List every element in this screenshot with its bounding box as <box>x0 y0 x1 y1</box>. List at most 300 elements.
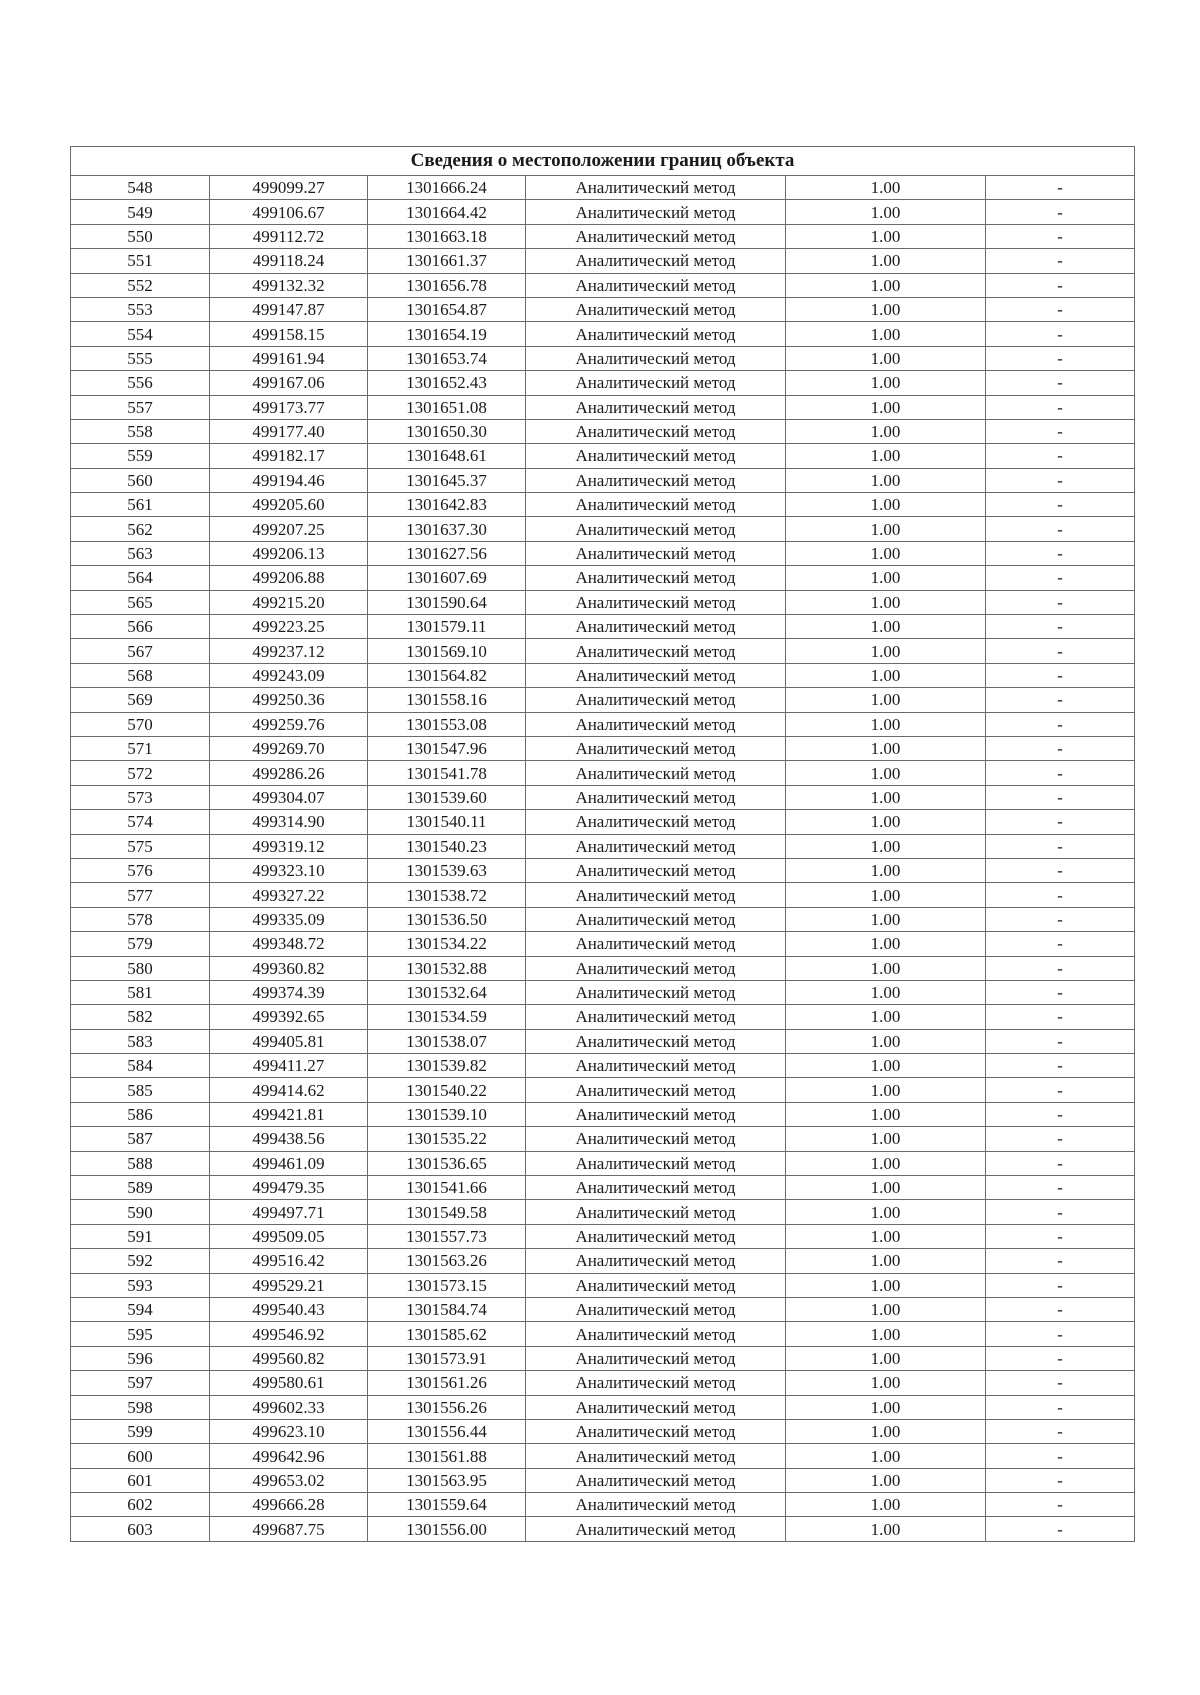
y-coordinate-cell: 1301535.22 <box>368 1127 526 1151</box>
x-coordinate-cell: 499653.02 <box>210 1468 368 1492</box>
table-header <box>71 147 1135 176</box>
point-number-cell: 599 <box>71 1419 210 1443</box>
method-cell: Аналитический метод <box>526 297 786 321</box>
method-cell: Аналитический метод <box>526 322 786 346</box>
point-number-cell: 590 <box>71 1200 210 1224</box>
y-coordinate-cell: 1301563.95 <box>368 1468 526 1492</box>
point-number-cell: 587 <box>71 1127 210 1151</box>
method-cell: Аналитический метод <box>526 273 786 297</box>
y-coordinate-cell: 1301538.07 <box>368 1029 526 1053</box>
point-number-cell: 576 <box>71 858 210 882</box>
point-number-cell: 581 <box>71 980 210 1004</box>
accuracy-cell: 1.00 <box>786 639 986 663</box>
accuracy-cell: 1.00 <box>786 1273 986 1297</box>
y-coordinate-cell: 1301590.64 <box>368 590 526 614</box>
method-cell: Аналитический метод <box>526 1078 786 1102</box>
description-cell: - <box>986 590 1135 614</box>
accuracy-cell: 1.00 <box>786 1102 986 1126</box>
point-number-cell: 596 <box>71 1346 210 1370</box>
x-coordinate-cell: 499259.76 <box>210 712 368 736</box>
y-coordinate-cell: 1301652.43 <box>368 371 526 395</box>
accuracy-cell: 1.00 <box>786 980 986 1004</box>
accuracy-cell: 1.00 <box>786 322 986 346</box>
table-row <box>71 468 1135 492</box>
method-cell: Аналитический метод <box>526 615 786 639</box>
accuracy-cell: 1.00 <box>786 346 986 370</box>
accuracy-cell: 1.00 <box>786 932 986 956</box>
description-cell: - <box>986 200 1135 224</box>
x-coordinate-cell: 499206.88 <box>210 566 368 590</box>
table-row <box>71 1200 1135 1224</box>
point-number-cell: 594 <box>71 1297 210 1321</box>
method-cell: Аналитический метод <box>526 493 786 517</box>
x-coordinate-cell: 499206.13 <box>210 541 368 565</box>
description-cell: - <box>986 1249 1135 1273</box>
table-row <box>71 1005 1135 1029</box>
x-coordinate-cell: 499118.24 <box>210 249 368 273</box>
point-number-cell: 597 <box>71 1371 210 1395</box>
y-coordinate-cell: 1301556.00 <box>368 1517 526 1541</box>
description-cell: - <box>986 1151 1135 1175</box>
table-row <box>71 956 1135 980</box>
table-row <box>71 224 1135 248</box>
point-number-cell: 600 <box>71 1444 210 1468</box>
x-coordinate-cell: 499623.10 <box>210 1419 368 1443</box>
point-number-cell: 555 <box>71 346 210 370</box>
accuracy-cell: 1.00 <box>786 1029 986 1053</box>
table-row <box>71 517 1135 541</box>
method-cell: Аналитический метод <box>526 1151 786 1175</box>
description-cell: - <box>986 1444 1135 1468</box>
x-coordinate-cell: 499215.20 <box>210 590 368 614</box>
point-number-cell: 583 <box>71 1029 210 1053</box>
y-coordinate-cell: 1301547.96 <box>368 736 526 760</box>
accuracy-cell: 1.00 <box>786 1517 986 1541</box>
point-number-cell: 602 <box>71 1493 210 1517</box>
table-row <box>71 1102 1135 1126</box>
method-cell: Аналитический метод <box>526 1468 786 1492</box>
accuracy-cell: 1.00 <box>786 858 986 882</box>
y-coordinate-cell: 1301637.30 <box>368 517 526 541</box>
table-row <box>71 1419 1135 1443</box>
y-coordinate-cell: 1301553.08 <box>368 712 526 736</box>
y-coordinate-cell: 1301536.50 <box>368 907 526 931</box>
description-cell: - <box>986 249 1135 273</box>
accuracy-cell: 1.00 <box>786 907 986 931</box>
x-coordinate-cell: 499392.65 <box>210 1005 368 1029</box>
x-coordinate-cell: 499405.81 <box>210 1029 368 1053</box>
description-cell: - <box>986 468 1135 492</box>
table-row <box>71 541 1135 565</box>
x-coordinate-cell: 499177.40 <box>210 419 368 443</box>
method-cell: Аналитический метод <box>526 1493 786 1517</box>
table-row <box>71 297 1135 321</box>
table-row <box>71 1346 1135 1370</box>
table-row <box>71 980 1135 1004</box>
point-number-cell: 549 <box>71 200 210 224</box>
accuracy-cell: 1.00 <box>786 615 986 639</box>
point-number-cell: 577 <box>71 883 210 907</box>
x-coordinate-cell: 499205.60 <box>210 493 368 517</box>
x-coordinate-cell: 499687.75 <box>210 1517 368 1541</box>
description-cell: - <box>986 1127 1135 1151</box>
x-coordinate-cell: 499348.72 <box>210 932 368 956</box>
description-cell: - <box>986 736 1135 760</box>
y-coordinate-cell: 1301666.24 <box>368 176 526 200</box>
method-cell: Аналитический метод <box>526 224 786 248</box>
method-cell: Аналитический метод <box>526 371 786 395</box>
description-cell: - <box>986 785 1135 809</box>
method-cell: Аналитический метод <box>526 346 786 370</box>
y-coordinate-cell: 1301559.64 <box>368 1493 526 1517</box>
method-cell: Аналитический метод <box>526 395 786 419</box>
y-coordinate-cell: 1301549.58 <box>368 1200 526 1224</box>
description-cell: - <box>986 1078 1135 1102</box>
point-number-cell: 550 <box>71 224 210 248</box>
y-coordinate-cell: 1301573.15 <box>368 1273 526 1297</box>
x-coordinate-cell: 499106.67 <box>210 200 368 224</box>
x-coordinate-cell: 499323.10 <box>210 858 368 882</box>
accuracy-cell: 1.00 <box>786 1395 986 1419</box>
method-cell: Аналитический метод <box>526 444 786 468</box>
description-cell: - <box>986 1371 1135 1395</box>
description-cell: - <box>986 858 1135 882</box>
x-coordinate-cell: 499223.25 <box>210 615 368 639</box>
description-cell: - <box>986 371 1135 395</box>
table-row <box>71 1322 1135 1346</box>
accuracy-cell: 1.00 <box>786 371 986 395</box>
method-cell: Аналитический метод <box>526 1102 786 1126</box>
x-coordinate-cell: 499438.56 <box>210 1127 368 1151</box>
description-cell: - <box>986 663 1135 687</box>
method-cell: Аналитический метод <box>526 566 786 590</box>
x-coordinate-cell: 499167.06 <box>210 371 368 395</box>
description-cell: - <box>986 1200 1135 1224</box>
method-cell: Аналитический метод <box>526 663 786 687</box>
description-cell: - <box>986 224 1135 248</box>
y-coordinate-cell: 1301579.11 <box>368 615 526 639</box>
accuracy-cell: 1.00 <box>786 273 986 297</box>
y-coordinate-cell: 1301538.72 <box>368 883 526 907</box>
x-coordinate-cell: 499237.12 <box>210 639 368 663</box>
accuracy-cell: 1.00 <box>786 419 986 443</box>
y-coordinate-cell: 1301557.73 <box>368 1224 526 1248</box>
x-coordinate-cell: 499529.21 <box>210 1273 368 1297</box>
table-row <box>71 419 1135 443</box>
table-row <box>71 273 1135 297</box>
method-cell: Аналитический метод <box>526 980 786 1004</box>
title-row <box>71 147 1135 176</box>
description-cell: - <box>986 1054 1135 1078</box>
x-coordinate-cell: 499286.26 <box>210 761 368 785</box>
description-cell: - <box>986 1297 1135 1321</box>
point-number-cell: 586 <box>71 1102 210 1126</box>
y-coordinate-cell: 1301654.19 <box>368 322 526 346</box>
y-coordinate-cell: 1301642.83 <box>368 493 526 517</box>
y-coordinate-cell: 1301540.11 <box>368 810 526 834</box>
table-row <box>71 1273 1135 1297</box>
y-coordinate-cell: 1301656.78 <box>368 273 526 297</box>
accuracy-cell: 1.00 <box>786 176 986 200</box>
description-cell: - <box>986 907 1135 931</box>
point-number-cell: 554 <box>71 322 210 346</box>
accuracy-cell: 1.00 <box>786 1444 986 1468</box>
method-cell: Аналитический метод <box>526 517 786 541</box>
point-number-cell: 559 <box>71 444 210 468</box>
accuracy-cell: 1.00 <box>786 468 986 492</box>
x-coordinate-cell: 499250.36 <box>210 688 368 712</box>
x-coordinate-cell: 499602.33 <box>210 1395 368 1419</box>
table-row <box>71 1224 1135 1248</box>
y-coordinate-cell: 1301540.22 <box>368 1078 526 1102</box>
x-coordinate-cell: 499304.07 <box>210 785 368 809</box>
description-cell: - <box>986 956 1135 980</box>
table-row <box>71 1444 1135 1468</box>
point-number-cell: 579 <box>71 932 210 956</box>
accuracy-cell: 1.00 <box>786 297 986 321</box>
accuracy-cell: 1.00 <box>786 1005 986 1029</box>
accuracy-cell: 1.00 <box>786 224 986 248</box>
description-cell: - <box>986 761 1135 785</box>
point-number-cell: 570 <box>71 712 210 736</box>
y-coordinate-cell: 1301569.10 <box>368 639 526 663</box>
description-cell: - <box>986 444 1135 468</box>
y-coordinate-cell: 1301645.37 <box>368 468 526 492</box>
method-cell: Аналитический метод <box>526 1029 786 1053</box>
table-row <box>71 566 1135 590</box>
y-coordinate-cell: 1301539.82 <box>368 1054 526 1078</box>
method-cell: Аналитический метод <box>526 1176 786 1200</box>
accuracy-cell: 1.00 <box>786 444 986 468</box>
description-cell: - <box>986 566 1135 590</box>
y-coordinate-cell: 1301539.60 <box>368 785 526 809</box>
description-cell: - <box>986 1346 1135 1370</box>
point-number-cell: 603 <box>71 1517 210 1541</box>
point-number-cell: 563 <box>71 541 210 565</box>
y-coordinate-cell: 1301532.64 <box>368 980 526 1004</box>
method-cell: Аналитический метод <box>526 1273 786 1297</box>
description-cell: - <box>986 883 1135 907</box>
point-number-cell: 567 <box>71 639 210 663</box>
point-number-cell: 558 <box>71 419 210 443</box>
accuracy-cell: 1.00 <box>786 1468 986 1492</box>
method-cell: Аналитический метод <box>526 1395 786 1419</box>
method-cell: Аналитический метод <box>526 1517 786 1541</box>
accuracy-cell: 1.00 <box>786 541 986 565</box>
description-cell: - <box>986 297 1135 321</box>
table-row <box>71 371 1135 395</box>
y-coordinate-cell: 1301539.10 <box>368 1102 526 1126</box>
description-cell: - <box>986 1029 1135 1053</box>
y-coordinate-cell: 1301651.08 <box>368 395 526 419</box>
description-cell: - <box>986 1493 1135 1517</box>
method-cell: Аналитический метод <box>526 712 786 736</box>
table-row <box>71 736 1135 760</box>
method-cell: Аналитический метод <box>526 249 786 273</box>
point-number-cell: 553 <box>71 297 210 321</box>
y-coordinate-cell: 1301561.88 <box>368 1444 526 1468</box>
description-cell: - <box>986 273 1135 297</box>
point-number-cell: 568 <box>71 663 210 687</box>
point-number-cell: 601 <box>71 1468 210 1492</box>
accuracy-cell: 1.00 <box>786 1151 986 1175</box>
x-coordinate-cell: 499497.71 <box>210 1200 368 1224</box>
x-coordinate-cell: 499207.25 <box>210 517 368 541</box>
accuracy-cell: 1.00 <box>786 1224 986 1248</box>
method-cell: Аналитический метод <box>526 419 786 443</box>
x-coordinate-cell: 499411.27 <box>210 1054 368 1078</box>
point-number-cell: 552 <box>71 273 210 297</box>
table-body <box>71 176 1135 1542</box>
accuracy-cell: 1.00 <box>786 956 986 980</box>
x-coordinate-cell: 499580.61 <box>210 1371 368 1395</box>
method-cell: Аналитический метод <box>526 639 786 663</box>
description-cell: - <box>986 517 1135 541</box>
x-coordinate-cell: 499374.39 <box>210 980 368 1004</box>
x-coordinate-cell: 499314.90 <box>210 810 368 834</box>
method-cell: Аналитический метод <box>526 468 786 492</box>
point-number-cell: 591 <box>71 1224 210 1248</box>
accuracy-cell: 1.00 <box>786 1297 986 1321</box>
y-coordinate-cell: 1301564.82 <box>368 663 526 687</box>
y-coordinate-cell: 1301573.91 <box>368 1346 526 1370</box>
table-row <box>71 883 1135 907</box>
method-cell: Аналитический метод <box>526 688 786 712</box>
y-coordinate-cell: 1301561.26 <box>368 1371 526 1395</box>
point-number-cell: 571 <box>71 736 210 760</box>
table-row <box>71 1029 1135 1053</box>
x-coordinate-cell: 499666.28 <box>210 1493 368 1517</box>
method-cell: Аналитический метод <box>526 1346 786 1370</box>
table-row <box>71 615 1135 639</box>
point-number-cell: 584 <box>71 1054 210 1078</box>
table-row <box>71 346 1135 370</box>
point-number-cell: 582 <box>71 1005 210 1029</box>
table-row <box>71 249 1135 273</box>
y-coordinate-cell: 1301536.65 <box>368 1151 526 1175</box>
method-cell: Аналитический метод <box>526 956 786 980</box>
table-row <box>71 663 1135 687</box>
point-number-cell: 595 <box>71 1322 210 1346</box>
table-title: Сведения о местоположении границ объекта <box>71 147 1135 176</box>
table-row <box>71 907 1135 931</box>
point-number-cell: 564 <box>71 566 210 590</box>
accuracy-cell: 1.00 <box>786 1054 986 1078</box>
method-cell: Аналитический метод <box>526 1224 786 1248</box>
table-row <box>71 1249 1135 1273</box>
x-coordinate-cell: 499319.12 <box>210 834 368 858</box>
table-row <box>71 1151 1135 1175</box>
description-cell: - <box>986 322 1135 346</box>
description-cell: - <box>986 1468 1135 1492</box>
description-cell: - <box>986 1395 1135 1419</box>
method-cell: Аналитический метод <box>526 834 786 858</box>
method-cell: Аналитический метод <box>526 858 786 882</box>
x-coordinate-cell: 499509.05 <box>210 1224 368 1248</box>
description-cell: - <box>986 688 1135 712</box>
method-cell: Аналитический метод <box>526 883 786 907</box>
method-cell: Аналитический метод <box>526 1127 786 1151</box>
x-coordinate-cell: 499194.46 <box>210 468 368 492</box>
table-row <box>71 395 1135 419</box>
method-cell: Аналитический метод <box>526 1444 786 1468</box>
accuracy-cell: 1.00 <box>786 712 986 736</box>
table-row <box>71 858 1135 882</box>
y-coordinate-cell: 1301534.59 <box>368 1005 526 1029</box>
method-cell: Аналитический метод <box>526 176 786 200</box>
table-row <box>71 932 1135 956</box>
x-coordinate-cell: 499099.27 <box>210 176 368 200</box>
accuracy-cell: 1.00 <box>786 1176 986 1200</box>
x-coordinate-cell: 499327.22 <box>210 883 368 907</box>
accuracy-cell: 1.00 <box>786 834 986 858</box>
accuracy-cell: 1.00 <box>786 761 986 785</box>
table-row <box>71 1176 1135 1200</box>
y-coordinate-cell: 1301653.74 <box>368 346 526 370</box>
table-row <box>71 590 1135 614</box>
method-cell: Аналитический метод <box>526 1419 786 1443</box>
table-row <box>71 1078 1135 1102</box>
table-row <box>71 761 1135 785</box>
method-cell: Аналитический метод <box>526 932 786 956</box>
table-row <box>71 1127 1135 1151</box>
table-row <box>71 688 1135 712</box>
point-number-cell: 562 <box>71 517 210 541</box>
description-cell: - <box>986 1322 1135 1346</box>
description-cell: - <box>986 810 1135 834</box>
point-number-cell: 585 <box>71 1078 210 1102</box>
point-number-cell: 593 <box>71 1273 210 1297</box>
accuracy-cell: 1.00 <box>786 1078 986 1102</box>
table-row <box>71 322 1135 346</box>
accuracy-cell: 1.00 <box>786 1346 986 1370</box>
accuracy-cell: 1.00 <box>786 810 986 834</box>
point-number-cell: 572 <box>71 761 210 785</box>
boundary-table-container <box>70 146 1134 1542</box>
point-number-cell: 548 <box>71 176 210 200</box>
x-coordinate-cell: 499461.09 <box>210 1151 368 1175</box>
x-coordinate-cell: 499421.81 <box>210 1102 368 1126</box>
point-number-cell: 557 <box>71 395 210 419</box>
table-row <box>71 1054 1135 1078</box>
method-cell: Аналитический метод <box>526 907 786 931</box>
point-number-cell: 578 <box>71 907 210 931</box>
point-number-cell: 560 <box>71 468 210 492</box>
boundary-coordinates-table <box>70 146 1135 1542</box>
method-cell: Аналитический метод <box>526 785 786 809</box>
x-coordinate-cell: 499173.77 <box>210 395 368 419</box>
point-number-cell: 569 <box>71 688 210 712</box>
y-coordinate-cell: 1301664.42 <box>368 200 526 224</box>
y-coordinate-cell: 1301663.18 <box>368 224 526 248</box>
accuracy-cell: 1.00 <box>786 1371 986 1395</box>
x-coordinate-cell: 499161.94 <box>210 346 368 370</box>
accuracy-cell: 1.00 <box>786 517 986 541</box>
y-coordinate-cell: 1301648.61 <box>368 444 526 468</box>
method-cell: Аналитический метод <box>526 590 786 614</box>
description-cell: - <box>986 176 1135 200</box>
method-cell: Аналитический метод <box>526 1054 786 1078</box>
x-coordinate-cell: 499158.15 <box>210 322 368 346</box>
accuracy-cell: 1.00 <box>786 1419 986 1443</box>
description-cell: - <box>986 1419 1135 1443</box>
table-row <box>71 785 1135 809</box>
description-cell: - <box>986 615 1135 639</box>
x-coordinate-cell: 499540.43 <box>210 1297 368 1321</box>
y-coordinate-cell: 1301650.30 <box>368 419 526 443</box>
y-coordinate-cell: 1301558.16 <box>368 688 526 712</box>
accuracy-cell: 1.00 <box>786 566 986 590</box>
